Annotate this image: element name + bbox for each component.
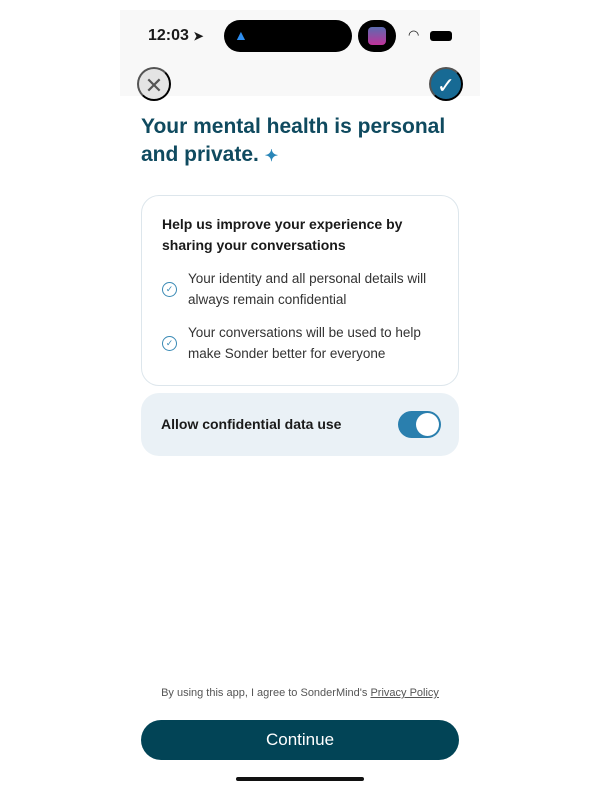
- phone-screen: [120, 0, 480, 800]
- navigation-icon: ▲: [234, 27, 248, 43]
- home-indicator[interactable]: [236, 777, 364, 781]
- list-item: [162, 268, 438, 310]
- dynamic-island: [224, 20, 352, 52]
- battery-icon: [430, 31, 452, 41]
- sparkle-icon: ✦: [264, 148, 279, 165]
- page-title: [141, 113, 461, 171]
- wifi-icon: ◠: [408, 27, 420, 42]
- status-time: [148, 27, 203, 45]
- legal-sentence: By using this app, I agree to SonderMind's: [161, 687, 371, 699]
- time-text: 12:03: [148, 27, 189, 44]
- check-circle-icon: ✓: [162, 282, 177, 297]
- app-activity: [358, 20, 396, 52]
- continue-button[interactable]: Continue: [141, 720, 459, 760]
- legal-text: [120, 687, 480, 699]
- data-use-row: [141, 393, 459, 456]
- toggle-knob: [416, 413, 439, 436]
- close-button[interactable]: ✕: [137, 67, 171, 101]
- top-bar: [120, 10, 480, 96]
- info-card: [141, 195, 459, 386]
- check-circle-icon: ✓: [162, 336, 177, 351]
- app-icon: [368, 27, 386, 45]
- item-text: Your conversations will be used to help make Sonder better for everyone: [188, 325, 421, 361]
- location-icon: ➤: [193, 29, 204, 43]
- data-use-toggle[interactable]: [398, 411, 441, 438]
- confirm-button[interactable]: ✓: [429, 67, 463, 101]
- card-heading: Help us improve your experience by sharing your conversations: [162, 216, 403, 253]
- list-item: [162, 322, 438, 364]
- item-text: Your identity and all personal details will always remain confidential: [188, 271, 427, 307]
- toggle-label: Allow confidential data use: [161, 416, 342, 432]
- privacy-policy-link[interactable]: Privacy Policy: [370, 687, 439, 699]
- title-text: Your mental health is personal and private.: [141, 115, 446, 166]
